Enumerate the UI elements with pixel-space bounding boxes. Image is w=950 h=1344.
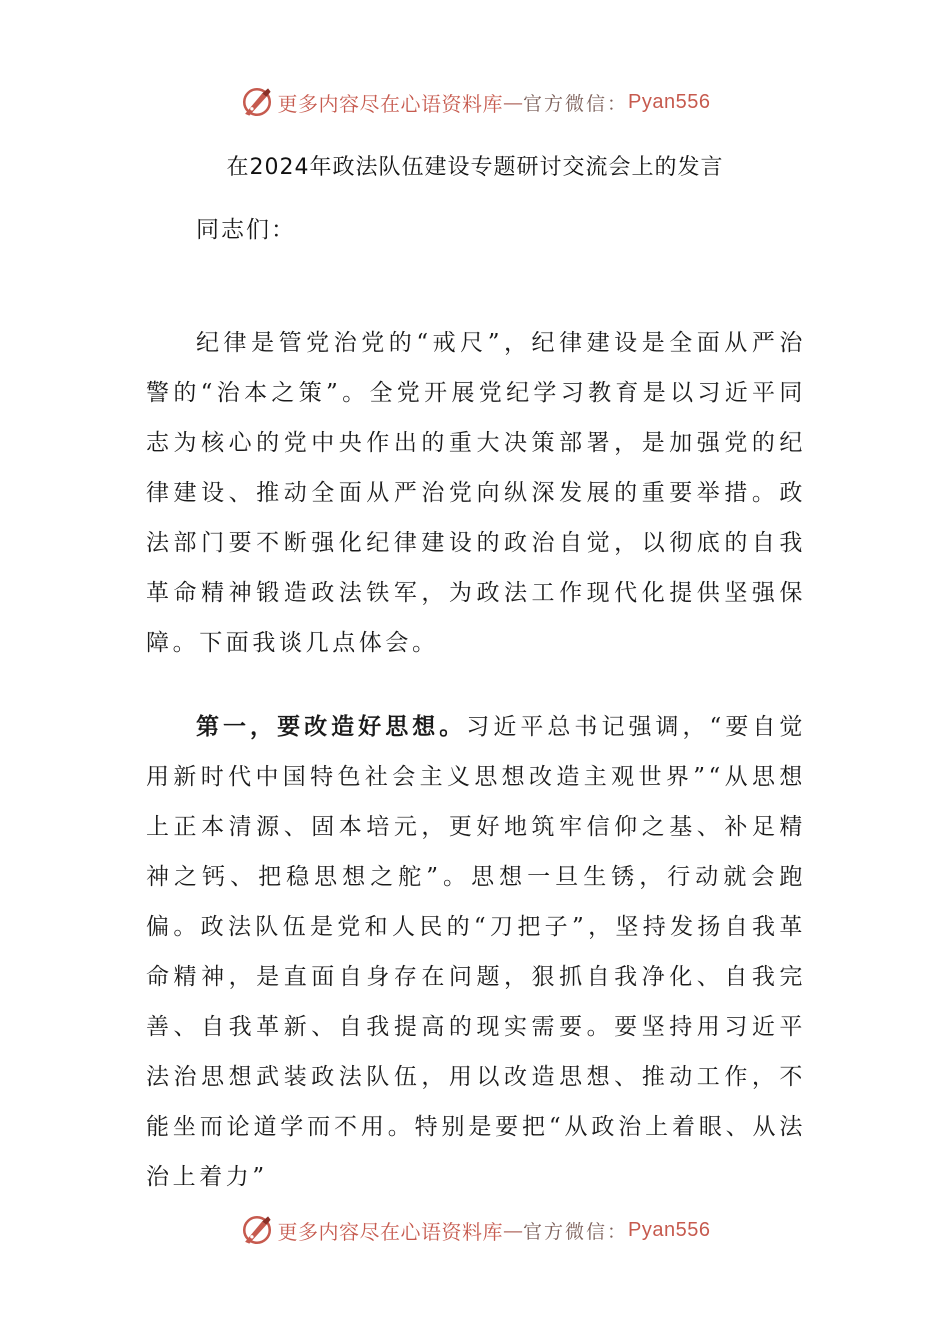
header-banner: [0, 82, 950, 122]
banner-account: Pyan556: [628, 1218, 711, 1241]
footer-banner: [0, 1210, 950, 1250]
banner-label: 官方微信：: [523, 92, 629, 115]
banner-separator: —: [503, 1218, 523, 1242]
paragraph-2: [146, 702, 806, 1202]
pen-nib-icon: [240, 85, 274, 119]
banner-label: 官方微信：: [523, 1220, 629, 1243]
paragraph-2-lead: 第一，要改造好思想。: [196, 714, 467, 740]
paragraph-2-body: 习近平总书记强调，“要自觉用新时代中国特色社会主义思想改造主观世界”“从思想上正本清源、固本培元，更好地筑牢信仰之基、补足精神之钙、把稳思想之舵”。思想一旦生锈，行动就会跑偏。政法队伍是党和人民的“刀把子”，坚持发扬自我革命精神，是直面自身存在问题，狠抓自我净化、自我完善、自我革新、自我提高的现实需要。要坚持用习近平法治思想武装政法队伍，用以改造思想、推动工作，不能坐而论道学而不用。特别是要把“从政治上着眼、从法治上着力”: [146, 714, 807, 1190]
banner-account: Pyan556: [628, 90, 711, 113]
paragraph-1: 纪律是管党治党的“戒尺”，纪律建设是全面从严治警的“治本之策”。全党开展党纪学习教育是以习近平同志为核心的党中央作出的重大决策部署，是加强党的纪律建设、推动全面从严治党向纵深发展的重要举措。政法部门要不断强化纪律建设的政治自觉，以彻底的自我革命精神锻造政法铁军，为政法工作现代化提供坚强保障。下面我谈几点体会。: [146, 330, 806, 656]
banner-slogan: 更多内容尽在心语资料库: [277, 91, 503, 116]
banner-slogan: 更多内容尽在心语资料库: [277, 1219, 503, 1244]
pen-nib-icon: [240, 1213, 274, 1247]
banner-separator: —: [503, 90, 523, 114]
salutation: 同志们：: [196, 217, 296, 243]
document-title: 在2024年政法队伍建设专题研讨交流会上的发言: [226, 155, 724, 180]
